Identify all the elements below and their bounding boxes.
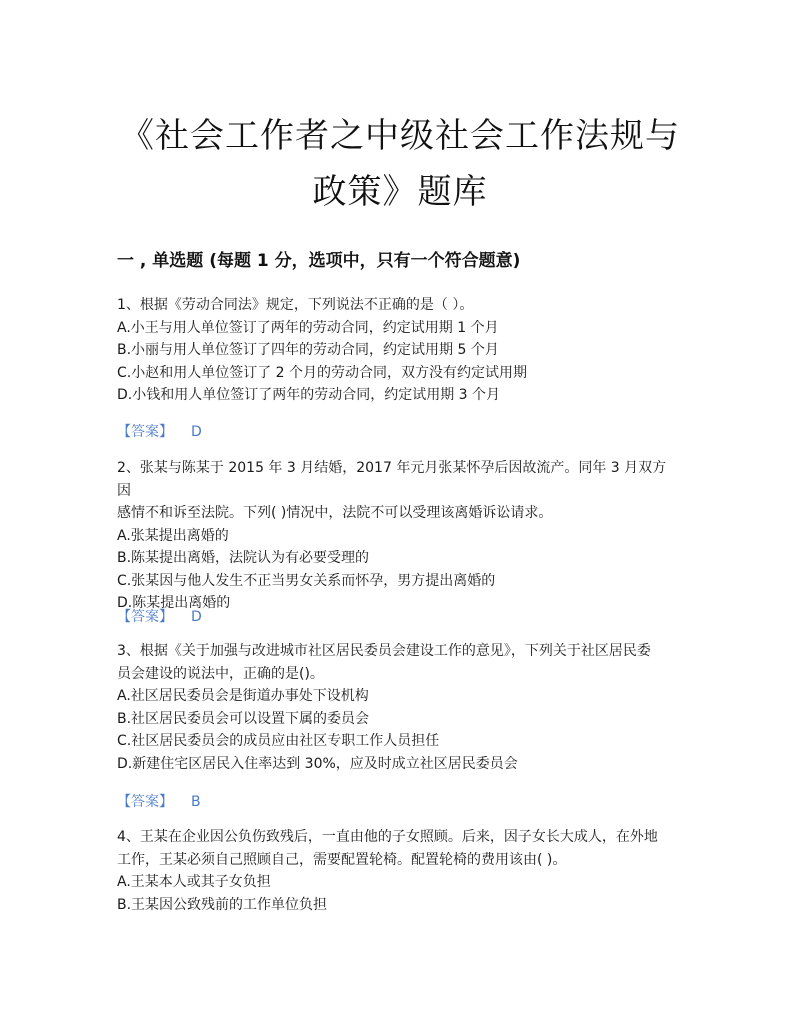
answer-value: D (191, 424, 202, 440)
question-stem: 4、王某在企业因公负伤致残后，一直由他的子女照顾。后来，因子女长大成人，在外地 (117, 829, 658, 845)
option-c: C.张某因与他人发生不正当男女关系而怀孕，男方提出离婚的 (117, 572, 496, 589)
title-line-1: 《社会工作者之中级社会工作法规与 (120, 116, 680, 156)
answer-value: B (191, 794, 201, 810)
question-stem: 2、张某与陈某于 2015 年 3 月结婚，2017 年元月张某怀孕后因故流产。同年 3 月双方因 (117, 460, 667, 499)
question-3 (117, 640, 677, 775)
answer-3 (117, 791, 201, 811)
option-a: A.小王与用人单位签订了两年的劳动合同，约定试用期 1 个月 (117, 319, 499, 336)
question-stem-continued: 感情不和诉至法院。下列( )情况中，法院不可以受理该离婚诉讼请求。 (117, 505, 553, 521)
option-b: B.社区居民委员会可以设置下属的委员会 (117, 710, 370, 727)
title-line-2: 政策》题库 (312, 172, 488, 212)
option-d: D.陈某提出离婚的 (117, 595, 231, 611)
document-title (100, 108, 700, 220)
answer-2 (117, 606, 202, 626)
option-a: A.王某本人或其子女负担 (117, 874, 271, 890)
answer-label: 【答案】 (117, 609, 173, 625)
option-c: C.社区居民委员会的成员应由社区专职工作人员担任 (117, 733, 440, 749)
question-stem-continued: 员会建设的说法中，正确的是()。 (117, 665, 324, 682)
option-b: B.陈某提出离婚，法院认为有必要受理的 (117, 550, 370, 566)
option-d: D.新建住宅区居民入住率达到 30%，应及时成立社区居民委员会 (117, 755, 518, 772)
answer-1 (117, 421, 202, 441)
question-stem-continued: 工作，王某必须自己照顾自己，需要配置轮椅。配置轮椅的费用该由( )。 (117, 851, 567, 868)
section-heading: 一 , 单选题 (每题 1 分，选项中，只有一个符合题意) (117, 251, 521, 271)
question-1 (117, 294, 677, 407)
answer-value: D (191, 609, 202, 625)
option-b: B.小丽与用人单位签订了四年的劳动合同，约定试用期 5 个月 (117, 342, 499, 358)
option-a: A.社区居民委员会是街道办事处下设机构 (117, 688, 369, 704)
question-stem: 3、根据《关于加强与改进城市社区居民委员会建设工作的意见》，下列关于社区居民委 (117, 643, 651, 659)
option-c: C.小赵和用人单位签订了 2 个月的劳动合同，双方没有约定试用期 (117, 364, 528, 381)
question-2 (117, 457, 677, 615)
question-stem: 1、根据《劳动合同法》规定，下列说法不正确的是（ ）。 (117, 297, 474, 313)
option-a: A.张某提出离婚的 (117, 527, 229, 544)
answer-label: 【答案】 (117, 794, 173, 810)
question-4 (117, 826, 677, 916)
option-d: D.小钱和用人单位签订了两年的劳动合同，约定试用期 3 个月 (117, 387, 501, 403)
option-b: B.王某因公致残前的工作单位负担 (117, 896, 328, 913)
answer-label: 【答案】 (117, 424, 173, 440)
